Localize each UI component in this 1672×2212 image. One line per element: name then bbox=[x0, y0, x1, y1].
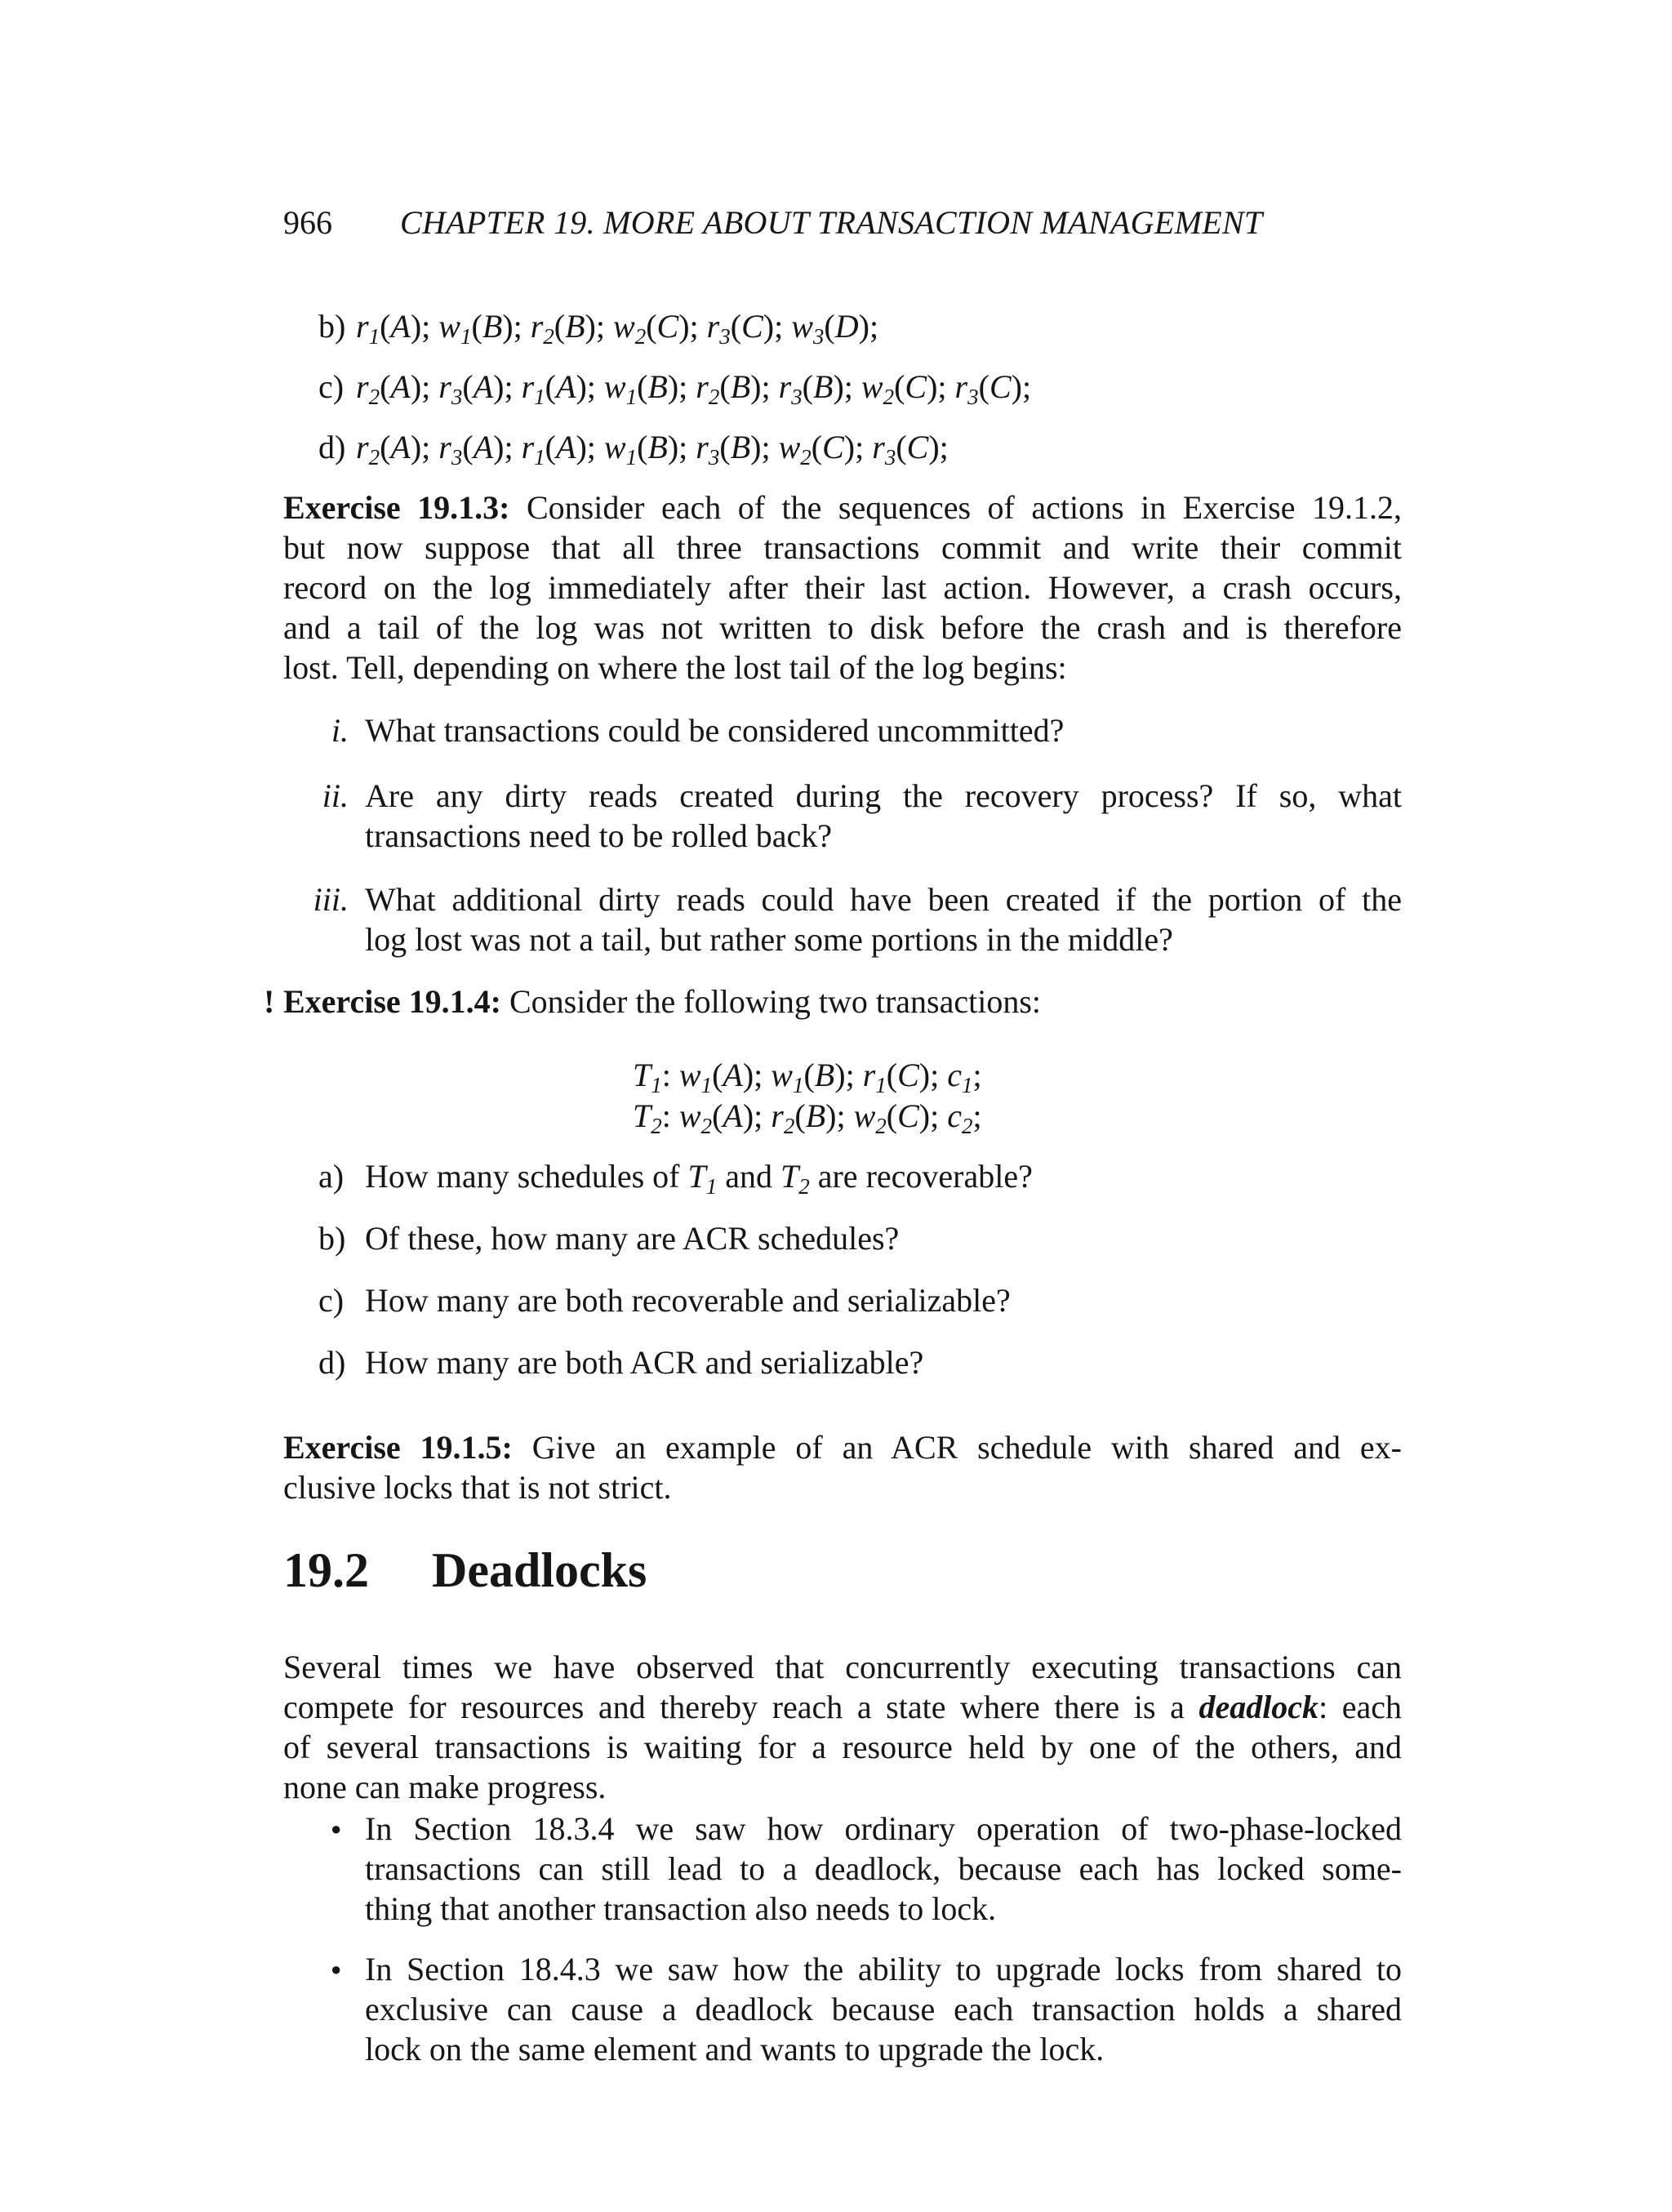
difficulty-mark: ! bbox=[264, 983, 275, 1020]
paren: ( bbox=[802, 368, 813, 405]
exercise-label: Exercise bbox=[283, 1429, 420, 1466]
action-element: C bbox=[905, 368, 927, 405]
paren: ( bbox=[646, 308, 657, 345]
action-element: C bbox=[906, 429, 929, 465]
paren: ) bbox=[763, 308, 775, 345]
action-term: $r_2(B)$ bbox=[530, 308, 596, 349]
paren: ) bbox=[928, 429, 940, 465]
action-element: A bbox=[390, 308, 411, 345]
action-element: C bbox=[656, 308, 679, 345]
action-term: $r_1(A)$ bbox=[356, 308, 422, 349]
action-element: B bbox=[730, 429, 751, 465]
transaction-subscript: 2 bbox=[798, 1174, 810, 1199]
text-line: Exercise 19.1.5: Give an example of an ACR schedule with shared and ex- bbox=[283, 1429, 1403, 1466]
paren: ) bbox=[750, 368, 762, 405]
text-line: Several times we have observed that concurrently executing transactions can bbox=[283, 1649, 1402, 1685]
action-subscript: 1 bbox=[875, 1073, 887, 1097]
action-subscript: 1 bbox=[700, 1073, 713, 1097]
action-term: $r_2(A)$ bbox=[356, 368, 422, 409]
action-subscript: 2 bbox=[368, 445, 380, 470]
paren: ) bbox=[833, 368, 844, 405]
paren: ( bbox=[637, 429, 648, 465]
bullet-icon: ● bbox=[331, 1959, 342, 1979]
action-subscript: 3 bbox=[719, 324, 731, 349]
transaction-subscript: 1 bbox=[651, 1073, 662, 1097]
schedule-label: d) bbox=[318, 429, 346, 465]
roman-item-text: transactions need to be rolled back? bbox=[365, 817, 832, 854]
paren: ( bbox=[719, 368, 731, 405]
action-term: $w_2(C)$ bbox=[853, 1097, 931, 1138]
transaction-name: $T_2$ bbox=[633, 1097, 662, 1138]
paren: ( bbox=[462, 368, 474, 405]
exercise-label: Exercise bbox=[283, 489, 418, 526]
action-subscript: 3 bbox=[708, 445, 720, 470]
paren: ( bbox=[471, 308, 482, 345]
paren: ) bbox=[843, 429, 856, 465]
transaction-name: $T_1$ bbox=[633, 1057, 662, 1097]
exercise-intro: Consider the following two transactions: bbox=[509, 983, 1041, 1020]
exercise-label: Exercise bbox=[283, 983, 401, 1020]
action-subscript: 2 bbox=[700, 1114, 713, 1138]
section-title: Deadlocks bbox=[432, 1543, 647, 1597]
paren: ( bbox=[545, 368, 556, 405]
paren: ) bbox=[742, 1097, 754, 1134]
action-subscript: 3 bbox=[967, 385, 979, 409]
action-term: $r_3(C)$ bbox=[706, 308, 775, 349]
paren: ( bbox=[637, 368, 648, 405]
action-term: $r_2(B)$ bbox=[696, 368, 762, 409]
paren: ( bbox=[712, 1057, 723, 1093]
action-term: $r_3(A)$ bbox=[438, 429, 505, 470]
page-number: 966 bbox=[283, 204, 332, 241]
action-element: B bbox=[814, 1057, 835, 1093]
text-line: lost. Tell, depending on where the lost tail of the log begins: bbox=[283, 649, 1067, 686]
action-term: $w_3(D)$ bbox=[791, 308, 869, 349]
action-subscript: 1 bbox=[534, 385, 545, 409]
action-subscript: 2 bbox=[634, 324, 647, 349]
schedule-actions: $r_2(A)$; $r_3(A)$; $r_1(A)$; $w_1(B)$; $r_2(B)$; $r_3(B)$; $w_2(C)$; $r_3(C)$; bbox=[356, 368, 1032, 409]
paren: ( bbox=[712, 1097, 723, 1134]
action-term: $r_3(C)$ bbox=[954, 368, 1022, 409]
action-term: $r_1(A)$ bbox=[521, 368, 587, 409]
action-subscript: 3 bbox=[451, 385, 463, 409]
chapter-title: CHAPTER 19. MORE ABOUT TRANSACTION MANAGEMENT bbox=[400, 204, 1263, 241]
paren: ( bbox=[896, 429, 907, 465]
text-line: compete for resources and thereby reach a state where there is a deadlock: each bbox=[283, 1689, 1403, 1725]
paren: ) bbox=[576, 429, 587, 465]
bullet-text-line: thing that another transaction also needs to lock. bbox=[365, 1890, 997, 1927]
paren: ) bbox=[493, 368, 505, 405]
action-term: $r_3(C)$ bbox=[872, 429, 940, 470]
action-element: A bbox=[473, 429, 494, 465]
action-term: $w_2(C)$ bbox=[613, 308, 690, 349]
paren: ( bbox=[886, 1057, 898, 1093]
paren: ( bbox=[380, 308, 391, 345]
paren: ) bbox=[410, 308, 422, 345]
transaction-ref: $T_2$ bbox=[780, 1158, 810, 1199]
text-line: of several transactions is waiting for a resource held by one of the others, and bbox=[283, 1729, 1402, 1765]
paren: ) bbox=[502, 308, 514, 345]
action-term: $w_1(B)$ bbox=[771, 1057, 846, 1097]
paren: ( bbox=[730, 308, 742, 345]
action-subscript: 1 bbox=[460, 324, 472, 349]
schedule-label: c) bbox=[318, 368, 345, 405]
action-element: B bbox=[813, 368, 834, 405]
text-line: and a tail of the log was not written to disk before the crash and is therefore bbox=[283, 609, 1402, 646]
paren: ( bbox=[719, 429, 731, 465]
action-term: $r_1(A)$ bbox=[521, 429, 587, 470]
action-element: B bbox=[730, 368, 751, 405]
action-element: B bbox=[565, 308, 585, 345]
action-term: $c_2$ bbox=[947, 1097, 973, 1138]
action-element: D bbox=[834, 308, 859, 345]
transaction-ref: $T_1$ bbox=[687, 1158, 718, 1199]
section-number: 19.2 bbox=[283, 1543, 369, 1597]
action-subscript: 3 bbox=[451, 445, 463, 470]
action-term: $w_1(B)$ bbox=[603, 368, 679, 409]
action-term: $r_3(A)$ bbox=[438, 368, 505, 409]
paren: ) bbox=[742, 1057, 754, 1093]
bullet-text-line: exclusive can cause a deadlock because each transaction holds a shared bbox=[365, 1991, 1402, 2027]
roman-item-label: i. bbox=[331, 712, 349, 749]
roman-item-text: Are any dirty reads created during the recovery process? If so, what bbox=[365, 777, 1402, 814]
paren: ) bbox=[576, 368, 587, 405]
transaction-row: $T_1$: $w_1(A)$; $w_1(B)$; $r_1(C)$; $c_1$; bbox=[633, 1057, 982, 1097]
text-line: clusive locks that is not strict. bbox=[283, 1469, 672, 1506]
paren: ( bbox=[794, 1097, 806, 1134]
paren: ) bbox=[1011, 368, 1022, 405]
action-subscript: 2 bbox=[368, 385, 380, 409]
action-element: C bbox=[822, 429, 844, 465]
bullet-text-line: lock on the same element and wants to upgrade the lock. bbox=[365, 2031, 1105, 2067]
bullet-text-line: In Section 18.4.3 we saw how the ability to upgrade locks from shared to bbox=[365, 1951, 1402, 1987]
question-label: a) bbox=[318, 1158, 345, 1195]
action-element: A bbox=[473, 368, 494, 405]
action-term: $r_1(C)$ bbox=[862, 1057, 931, 1097]
roman-item-text: log lost was not a tail, but rather some portions in the middle? bbox=[365, 921, 1173, 958]
action-subscript: 2 bbox=[875, 1114, 887, 1138]
paren: ( bbox=[824, 308, 835, 345]
action-term: $w_1(B)$ bbox=[603, 429, 679, 470]
schedule-actions: $r_1(A)$; $w_1(B)$; $r_2(B)$; $w_2(C)$; $r_3(C)$; $w_3(D)$; bbox=[356, 308, 879, 349]
action-subscript: 2 bbox=[783, 1114, 795, 1138]
paren: ) bbox=[825, 1097, 837, 1134]
paren: ( bbox=[462, 429, 474, 465]
action-element: A bbox=[556, 429, 576, 465]
paren: ) bbox=[927, 368, 938, 405]
paren: ( bbox=[886, 1097, 898, 1134]
action-term: $r_3(B)$ bbox=[696, 429, 762, 470]
action-subscript: 1 bbox=[625, 445, 638, 470]
bullet-text-line: In Section 18.3.4 we saw how ordinary operation of two-phase-locked bbox=[365, 1810, 1402, 1847]
action-term: $w_2(C)$ bbox=[778, 429, 856, 470]
question-label: c) bbox=[318, 1282, 345, 1319]
action-term: $w_2(C)$ bbox=[860, 368, 938, 409]
paren: ) bbox=[858, 308, 869, 345]
action-term: $w_1(B)$ bbox=[438, 308, 514, 349]
paren: ) bbox=[678, 308, 690, 345]
bullet-icon: ● bbox=[331, 1818, 342, 1839]
action-subscript: 3 bbox=[812, 324, 825, 349]
text-line: Exercise 19.1.3: Consider each of the sequences of actions in Exercise 19.1.2, bbox=[283, 489, 1402, 526]
action-element: A bbox=[723, 1097, 743, 1134]
action-term: $w_1(A)$ bbox=[678, 1057, 754, 1097]
action-subscript: 1 bbox=[792, 1073, 804, 1097]
paren: ) bbox=[918, 1097, 931, 1134]
exercise-number: 19.1.3 bbox=[417, 489, 500, 526]
paren: ) bbox=[585, 308, 596, 345]
action-term: $c_1$ bbox=[947, 1057, 973, 1097]
action-subscript: 3 bbox=[884, 445, 896, 470]
action-subscript: 1 bbox=[534, 445, 545, 470]
action-element: A bbox=[556, 368, 576, 405]
text-line: none can make progress. bbox=[283, 1769, 607, 1805]
transaction-subscript: 2 bbox=[651, 1114, 662, 1138]
question-text: Of these, how many are ACR schedules? bbox=[365, 1220, 900, 1257]
action-subscript: 2 bbox=[962, 1114, 973, 1138]
schedule-actions: $r_2(A)$; $r_3(A)$; $r_1(A)$; $w_1(B)$; $r_3(B)$; $w_2(C)$; $r_3(C)$; bbox=[356, 429, 949, 470]
text-line: but now suppose that all three transactions commit and write their commit bbox=[283, 529, 1402, 566]
question-label: b) bbox=[318, 1220, 346, 1257]
text-line: record on the log immediately after their last action. However, a crash occurs, bbox=[283, 569, 1402, 606]
roman-item-label: iii. bbox=[313, 881, 349, 918]
question-text: How many are both recoverable and serializable? bbox=[365, 1282, 1011, 1319]
schedule-label: b) bbox=[318, 308, 346, 345]
paren: ( bbox=[894, 368, 905, 405]
paren: ) bbox=[493, 429, 505, 465]
paren: ( bbox=[380, 429, 391, 465]
action-subscript: 1 bbox=[368, 324, 380, 349]
question-label: d) bbox=[318, 1344, 346, 1381]
bullet-text-line: transactions can still lead to a deadlock, because each has locked some- bbox=[365, 1850, 1402, 1887]
action-subscript: 2 bbox=[800, 445, 812, 470]
action-term: $w_2(A)$ bbox=[678, 1097, 754, 1138]
transaction-row: $T_2$: $w_2(A)$; $r_2(B)$; $w_2(C)$; $c_2$; bbox=[633, 1097, 982, 1138]
action-subscript: 2 bbox=[543, 324, 554, 349]
action-element: A bbox=[390, 368, 411, 405]
action-element: B bbox=[482, 308, 503, 345]
roman-item-label: ii. bbox=[322, 777, 349, 814]
action-element: C bbox=[741, 308, 763, 345]
action-element: C bbox=[897, 1097, 919, 1134]
action-element: B bbox=[647, 429, 668, 465]
action-subscript: 3 bbox=[791, 385, 803, 409]
action-element: C bbox=[897, 1057, 919, 1093]
paren: ) bbox=[667, 429, 679, 465]
paren: ) bbox=[750, 429, 762, 465]
paren: ( bbox=[978, 368, 989, 405]
paren: ( bbox=[803, 1057, 815, 1093]
action-term: $r_3(B)$ bbox=[778, 368, 844, 409]
paren: ) bbox=[918, 1057, 931, 1093]
action-term: $r_2(B)$ bbox=[771, 1097, 837, 1138]
action-element: A bbox=[723, 1057, 743, 1093]
paren: ) bbox=[410, 368, 422, 405]
action-term: $r_2(A)$ bbox=[356, 429, 422, 470]
paren: ) bbox=[667, 368, 679, 405]
paren: ( bbox=[380, 368, 391, 405]
action-element: B bbox=[805, 1097, 826, 1134]
action-subscript: 1 bbox=[625, 385, 638, 409]
action-subscript: 2 bbox=[708, 385, 720, 409]
emphasized-term: deadlock bbox=[1198, 1689, 1319, 1725]
exercise-number: 19.1.5 bbox=[420, 1429, 502, 1466]
exercise-number: 19.1.4 bbox=[408, 983, 491, 1020]
running-head bbox=[283, 203, 1402, 243]
paren: ) bbox=[410, 429, 422, 465]
action-element: C bbox=[989, 368, 1012, 405]
action-subscript: 2 bbox=[883, 385, 895, 409]
paren: ) bbox=[834, 1057, 846, 1093]
paren: ( bbox=[811, 429, 823, 465]
roman-item-text: What transactions could be considered uncommitted? bbox=[365, 712, 1065, 749]
roman-item-text: What additional dirty reads could have been created if the portion of the bbox=[365, 881, 1402, 918]
question-text: How many are both ACR and serializable? bbox=[365, 1344, 924, 1381]
transaction-subscript: 1 bbox=[705, 1174, 718, 1199]
action-element: B bbox=[647, 368, 668, 405]
action-element: A bbox=[390, 429, 411, 465]
action-subscript: 1 bbox=[962, 1073, 973, 1097]
paren: ( bbox=[545, 429, 556, 465]
paren: ( bbox=[554, 308, 566, 345]
question-text: How many schedules of $T_1$ and $T_2$ are recoverable? bbox=[365, 1158, 1033, 1199]
